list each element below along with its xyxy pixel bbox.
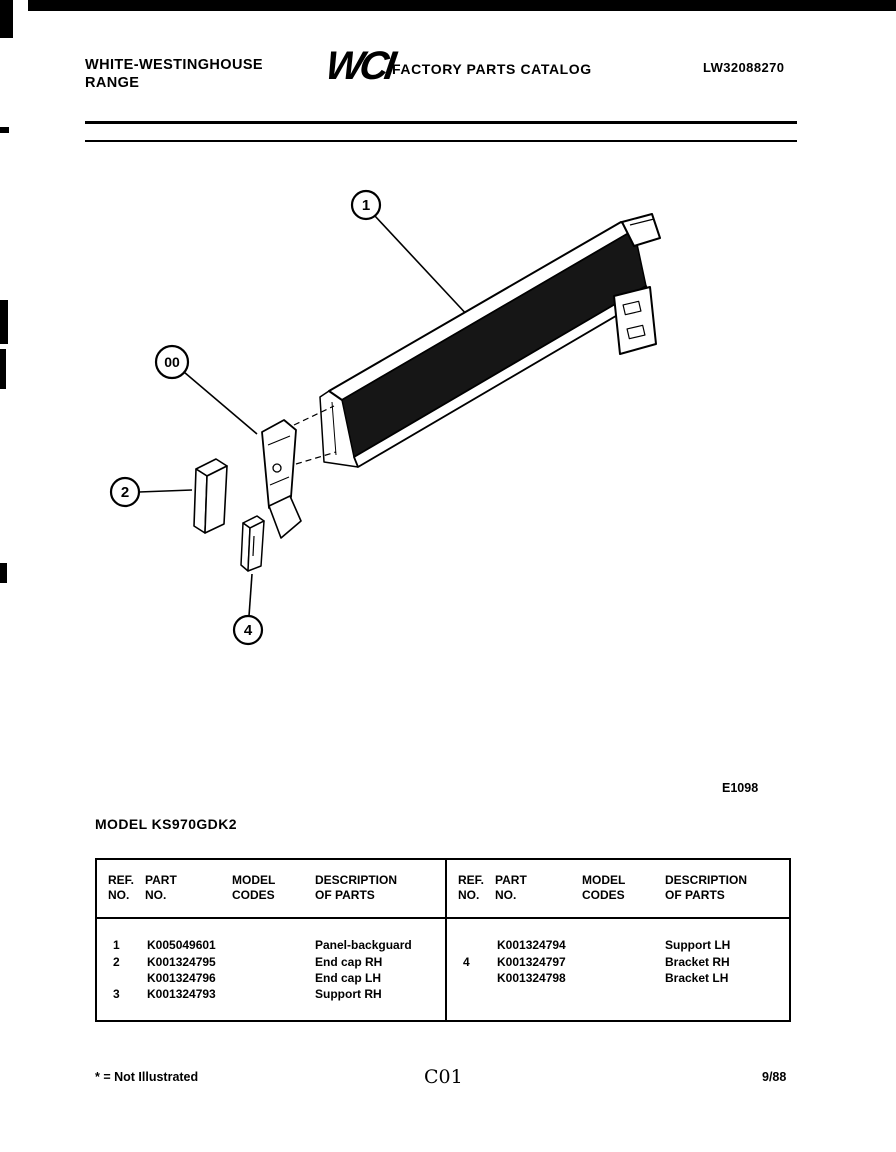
brand-line2: RANGE: [85, 75, 140, 91]
col-header-codes: [232, 873, 275, 903]
callout-1-label: 1: [361, 197, 371, 214]
table-row: [447, 971, 789, 987]
part-no: K001324797: [497, 955, 566, 969]
part-description: Panel-backguard: [315, 938, 412, 952]
parts-table: [95, 858, 791, 1022]
leader-line-4: [249, 574, 252, 616]
table-row: [447, 955, 789, 971]
col-header-ref-line2: NO.: [458, 888, 480, 902]
table-row: [97, 987, 445, 1003]
part-no: K001324798: [497, 971, 566, 985]
col-header-part: [495, 873, 527, 903]
col-header-codes-line2: CODES: [232, 888, 275, 902]
header-rule-top: [85, 121, 797, 124]
leader-line-1: [375, 216, 470, 318]
col-header-ref-line1: REF.: [108, 873, 135, 887]
parts-table-left: [97, 860, 445, 1020]
part-no: K005049601: [147, 938, 216, 952]
ref-no: 2: [113, 955, 120, 969]
ref-no: 3: [113, 987, 120, 1001]
col-header-codes-line2: CODES: [582, 888, 625, 902]
brand-name: [85, 56, 263, 92]
alignment-dashes: [294, 406, 336, 464]
part-no: K001324795: [147, 955, 216, 969]
part-description: Support RH: [315, 987, 382, 1001]
col-header-ref-line1: REF.: [458, 873, 485, 887]
callout-1: [352, 191, 380, 219]
scan-artifact: [28, 0, 896, 11]
col-header-desc: [665, 873, 747, 903]
not-illustrated-note: * = Not Illustrated: [95, 1070, 199, 1084]
callout-00: [156, 346, 188, 378]
part-no: K001324793: [147, 987, 216, 1001]
ref-no: 4: [463, 955, 470, 969]
backguard-panel: [320, 214, 660, 467]
col-header-ref: [108, 873, 134, 903]
model-heading: MODEL KS970GDK2: [95, 816, 237, 832]
callout-00-label: 00: [164, 354, 180, 370]
part-description: Support LH: [665, 938, 731, 952]
col-header-codes-line1: MODEL: [582, 873, 626, 887]
leader-line-2: [139, 490, 192, 492]
document-number: LW32088270: [703, 60, 785, 75]
part-no: K001324794: [497, 938, 566, 952]
col-header-codes-line1: MODEL: [232, 873, 276, 887]
callout-2-label: 2: [120, 484, 130, 501]
table-row: [447, 938, 789, 954]
ref-no: 1: [113, 938, 120, 952]
part-description: End cap RH: [315, 955, 383, 969]
col-header-desc-line2: OF PARTS: [665, 888, 725, 902]
catalog-title: FACTORY PARTS CATALOG: [392, 61, 592, 77]
col-header-part-line2: NO.: [495, 888, 517, 902]
brand-line1: WHITE-WESTINGHOUSE: [85, 57, 263, 73]
header-rule-bottom: [85, 140, 797, 142]
col-header-codes: [582, 873, 625, 903]
part-description: End cap LH: [315, 971, 382, 985]
leader-line-00: [184, 372, 257, 434]
end-cap-part: [262, 420, 301, 538]
parts-diagram: [0, 150, 896, 710]
parts-table-right: [447, 860, 789, 1020]
part-description: Bracket RH: [665, 955, 730, 969]
col-header-part: [145, 873, 177, 903]
callout-4-label: 4: [243, 622, 253, 639]
col-header-desc: [315, 873, 397, 903]
callout-4: [234, 616, 262, 644]
wci-logo: WCI: [322, 44, 395, 88]
part-description: Bracket LH: [665, 971, 729, 985]
page-stamp: C01: [424, 1066, 463, 1088]
scan-artifact: [0, 0, 13, 38]
col-header-part-line2: NO.: [145, 888, 167, 902]
col-header-part-line1: PART: [145, 873, 177, 887]
catalog-date: 9/88: [762, 1070, 787, 1084]
table-row: [97, 955, 445, 971]
col-header-desc-line2: OF PARTS: [315, 888, 375, 902]
col-header-desc-line1: DESCRIPTION: [315, 873, 398, 887]
table-row: [97, 971, 445, 987]
callout-2: [111, 478, 139, 506]
scan-artifact: [0, 127, 9, 133]
col-header-part-line1: PART: [495, 873, 527, 887]
table-row: [97, 938, 445, 954]
bracket-part: [241, 516, 264, 571]
col-header-ref-line2: NO.: [108, 888, 130, 902]
col-header-ref: [458, 873, 484, 903]
figure-code: E1098: [722, 781, 759, 795]
end-cap-part-2: [194, 459, 227, 533]
col-header-desc-line1: DESCRIPTION: [665, 873, 748, 887]
part-no: K001324796: [147, 971, 216, 985]
